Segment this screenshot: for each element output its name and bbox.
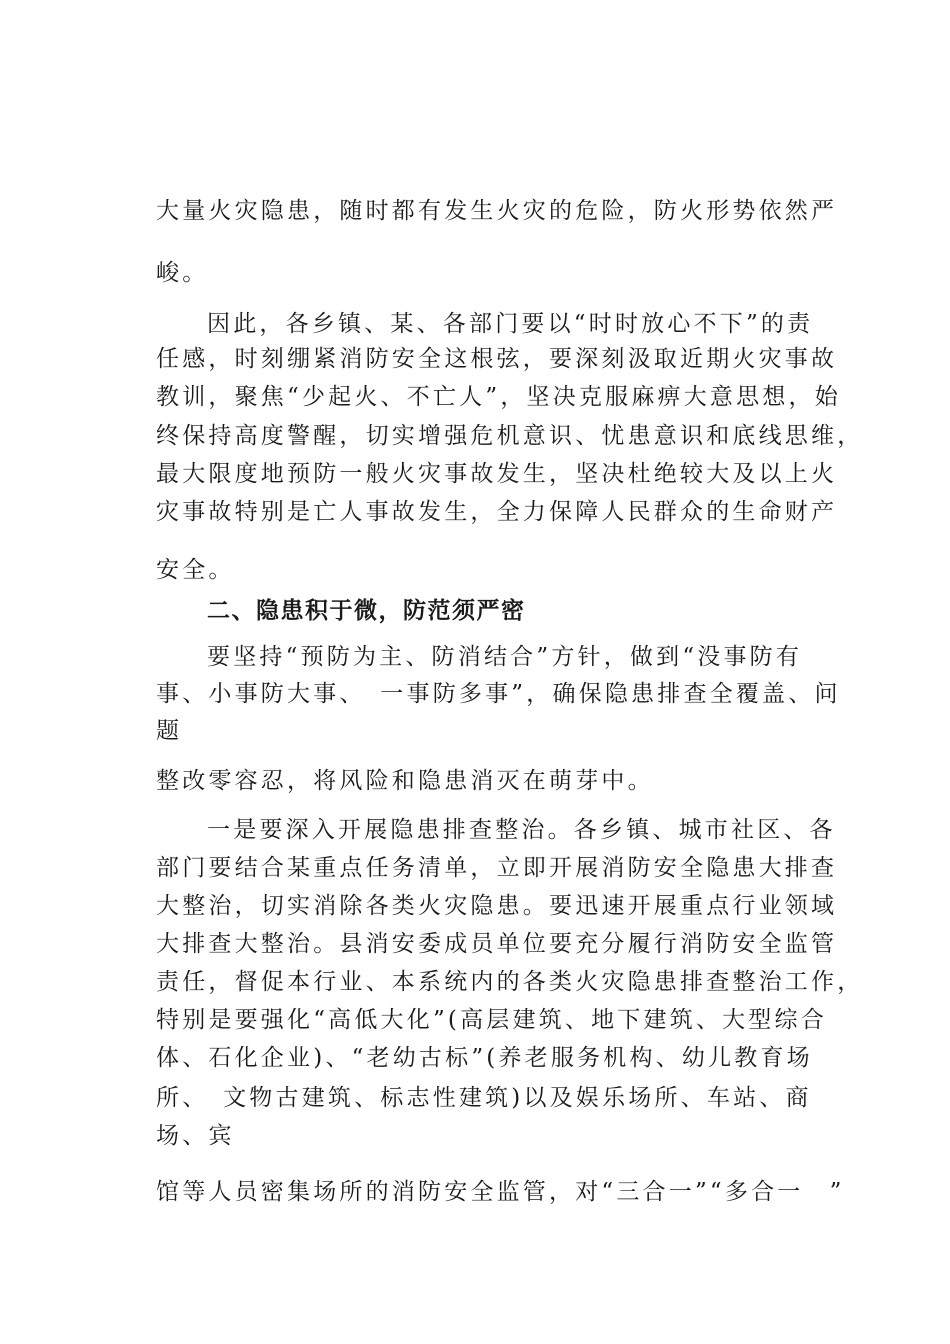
body-line: 终保持高度警醒，切实增强危机意识、忧患意识和底线思维， <box>156 423 864 449</box>
body-line: 教训，聚焦“少起火、不亡人”，坚决克服麻痹大意思想，始 <box>156 384 841 410</box>
body-line: 安全。 <box>156 557 235 583</box>
body-line: 题 <box>156 718 183 744</box>
body-line: 整改零容忍，将风险和隐患消灭在萌芽中。 <box>156 768 654 794</box>
body-line: 大量火灾隐患，随时都有发生火灾的危险，防火形势依然严 <box>156 198 838 224</box>
body-line: 馆等人员密集场所的消防安全监管，对“三合一”“多合一 ” <box>156 1179 845 1205</box>
body-line: 特别是要强化“高低大化”(高层建筑、地下建筑、大型综合 <box>156 1007 827 1033</box>
body-line: 责任，督促本行业、本系统内的各类火灾隐患排查整治工作， <box>156 969 864 995</box>
section-heading: 二、隐患积于微，防范须严密 <box>207 598 526 624</box>
body-line: 大排查大整治。县消安委成员单位要充分履行消防安全监管 <box>156 931 838 957</box>
body-line: 任感，时刻绷紧消防安全这根弦，要深刻汲取近期火灾事故 <box>156 346 838 372</box>
body-line: 场、宾 <box>156 1123 235 1149</box>
body-line: 部门要结合某重点任务清单，立即开展消防安全隐患大排查 <box>156 855 838 881</box>
body-line: 峻。 <box>156 260 209 286</box>
paragraph-first-line: 要坚持“预防为主、防消结合”方针，做到“没事防有 <box>207 644 803 670</box>
body-line: 所、 文物古建筑、标志性建筑)以及娱乐场所、车站、商 <box>156 1085 812 1111</box>
body-line: 灾事故特别是亡人事故发生，全力保障人民群众的生命财产 <box>156 499 838 525</box>
body-line: 最大限度地预防一般火灾事故发生，坚决杜绝较大及以上火 <box>156 461 838 487</box>
body-line: 大整治，切实消除各类火灾隐患。要迅速开展重点行业领域 <box>156 893 838 919</box>
body-line: 体、石化企业)、“老幼古标”(养老服务机构、幼儿教育场 <box>156 1045 813 1071</box>
paragraph-first-line: 因此，各乡镇、某、各部门要以“时时放心不下”的责 <box>207 311 814 337</box>
body-line: 事、小事防大事、 一事防多事”，确保隐患排查全覆盖、问 <box>156 681 841 707</box>
paragraph-first-line: 一是要深入开展隐患排查整治。各乡镇、城市社区、各 <box>207 817 836 843</box>
